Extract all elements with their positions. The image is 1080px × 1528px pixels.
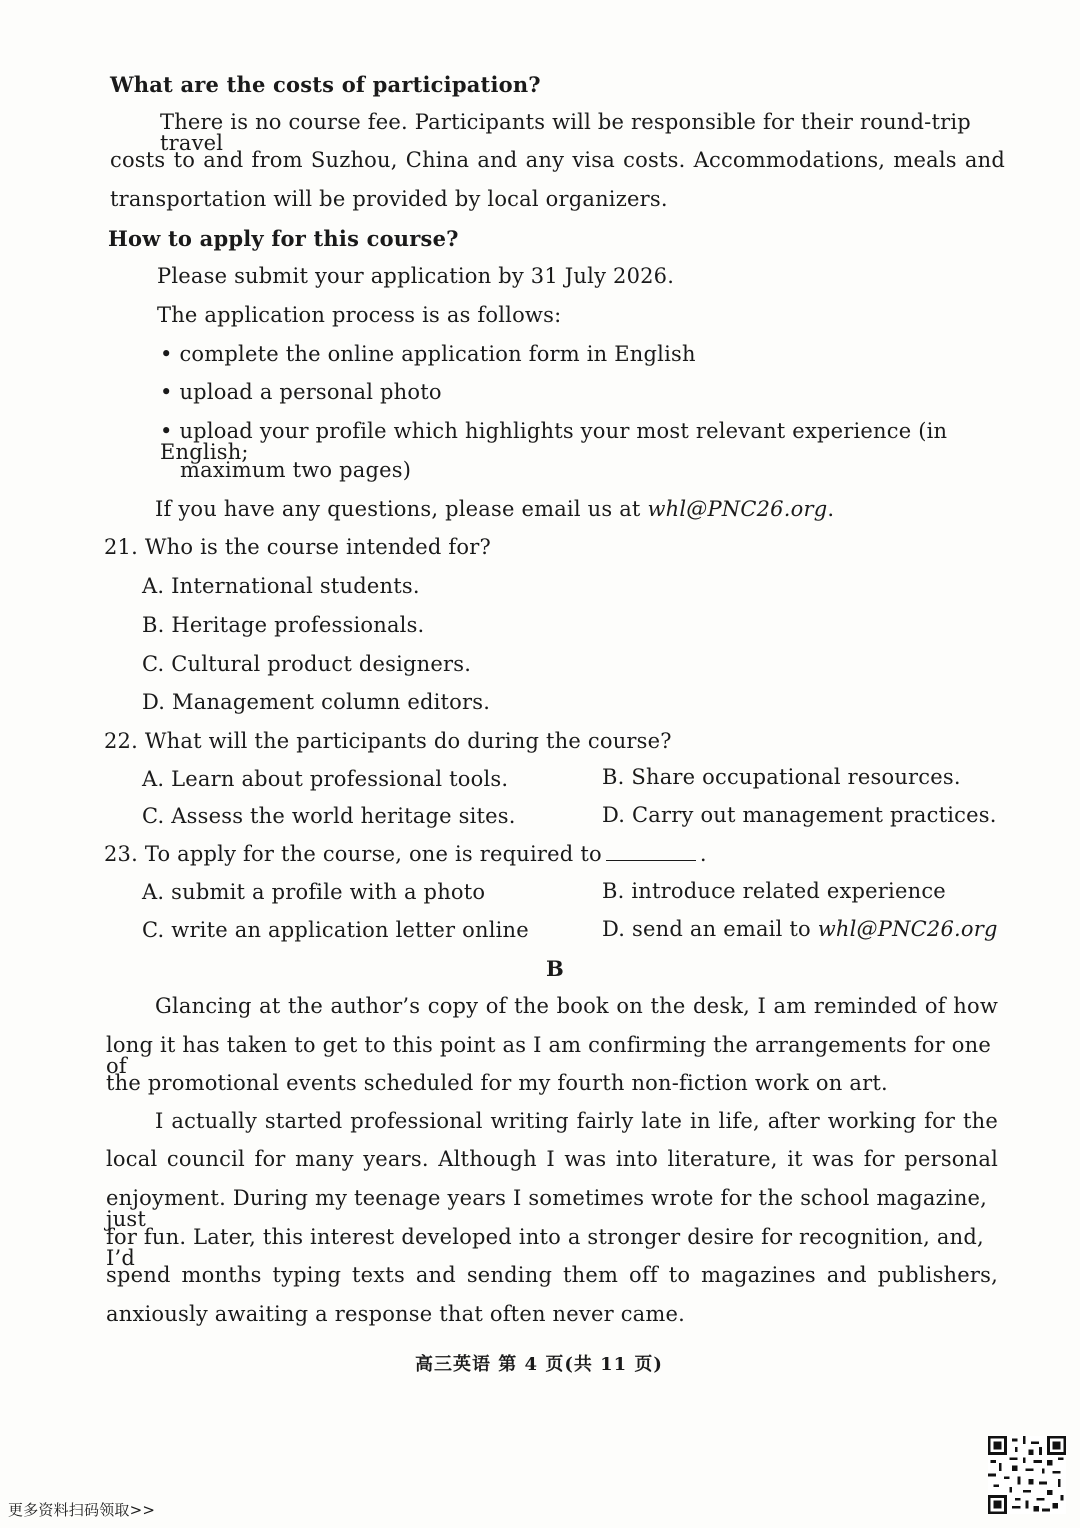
cost-line-2: costs to and from Suzhou, China and any visa costs. Accommodations, meals and — [110, 148, 1005, 172]
q22-option-b[interactable]: B. Share occupational resources. — [602, 765, 961, 789]
qr-code-image[interactable] — [988, 1436, 1066, 1514]
q23-stem-end: . — [699, 842, 707, 866]
q23-option-d[interactable] — [602, 919, 998, 940]
cost-heading: What are the costs of participation? — [110, 72, 541, 97]
q21-option-d[interactable]: D. Management column editors. — [142, 690, 491, 714]
cost-line-1: There is no course fee. Participants will be responsible for their round-trip travel — [160, 110, 971, 155]
q22-stem: 22. What will the participants do during the course? — [104, 729, 672, 753]
q23-option-c[interactable]: C. write an application letter online — [142, 918, 529, 942]
q23-answer-blank[interactable] — [606, 846, 696, 861]
b-p1-line-2: long it has taken to get to this point as I am confirming the arrangements for one of — [106, 1033, 991, 1078]
cost-line-3: transportation will be provided by local organizers. — [110, 187, 668, 211]
q21-option-a[interactable]: A. International students. — [142, 574, 420, 598]
q23-option-b[interactable]: B. introduce related experience — [602, 879, 946, 903]
b-p2-line-2: local council for many years. Although I was into literature, it was for personal — [106, 1147, 998, 1171]
b-p1-line-1: Glancing at the author’s copy of the book on the desk, I am reminded of how — [155, 994, 998, 1018]
apply-heading: How to apply for this course? — [108, 226, 459, 251]
b-p2-line-5: spend months typing texts and sending them off to magazines and publishers, — [106, 1263, 998, 1287]
apply-deadline: Please submit your application by 31 July 2026. — [157, 264, 675, 288]
b-p2-line-1: I actually started professional writing fairly late in life, after working for the — [155, 1109, 998, 1133]
apply-bullet-3: • upload your profile which highlights your most relevant experience (in English; — [160, 419, 948, 464]
q22-option-c[interactable]: C. Assess the world heritage sites. — [142, 804, 516, 828]
q23-stem — [104, 844, 707, 865]
q21-option-b[interactable]: B. Heritage professionals. — [142, 613, 425, 637]
contact-end: . — [827, 497, 835, 521]
apply-bullet-3-cont: maximum two pages) — [180, 458, 412, 482]
apply-bullet-2: • upload a personal photo — [160, 380, 442, 404]
q23-option-a[interactable]: A. submit a profile with a photo — [142, 880, 486, 904]
b-p2-line-3: enjoyment. During my teenage years I sometimes wrote for the school magazine, just — [106, 1186, 988, 1231]
b-p1-line-3: the promotional events scheduled for my fourth non-fiction work on art. — [106, 1071, 888, 1095]
apply-bullet-1: • complete the online application form in English — [160, 342, 696, 366]
apply-process-intro: The application process is as follows: — [157, 303, 562, 327]
section-b-label: B — [546, 956, 564, 981]
q23-option-d-text: D. send an email to — [602, 917, 818, 941]
b-p2-line-6: anxiously awaiting a response that often never came. — [106, 1302, 685, 1326]
apply-contact — [155, 499, 834, 520]
q23-stem-text: 23. To apply for the course, one is required to — [104, 842, 602, 866]
contact-email-link[interactable]: whl@PNC26.org — [647, 497, 828, 521]
q21-option-c[interactable]: C. Cultural product designers. — [142, 652, 472, 676]
bottom-note: 更多资料扫码领取>> — [8, 1501, 156, 1519]
page-footer: 高三英语 第 4 页(共 11 页) — [415, 1354, 663, 1375]
q22-option-d[interactable]: D. Carry out management practices. — [602, 803, 997, 827]
b-p2-line-4: for fun. Later, this interest developed into a stronger desire for recognition, and, I’d — [106, 1225, 984, 1270]
contact-text: If you have any questions, please email us at — [155, 497, 648, 521]
q21-stem: 21. Who is the course intended for? — [104, 535, 491, 559]
q23-option-d-email: whl@PNC26.org — [817, 917, 998, 941]
q22-option-a[interactable]: A. Learn about professional tools. — [142, 767, 509, 791]
